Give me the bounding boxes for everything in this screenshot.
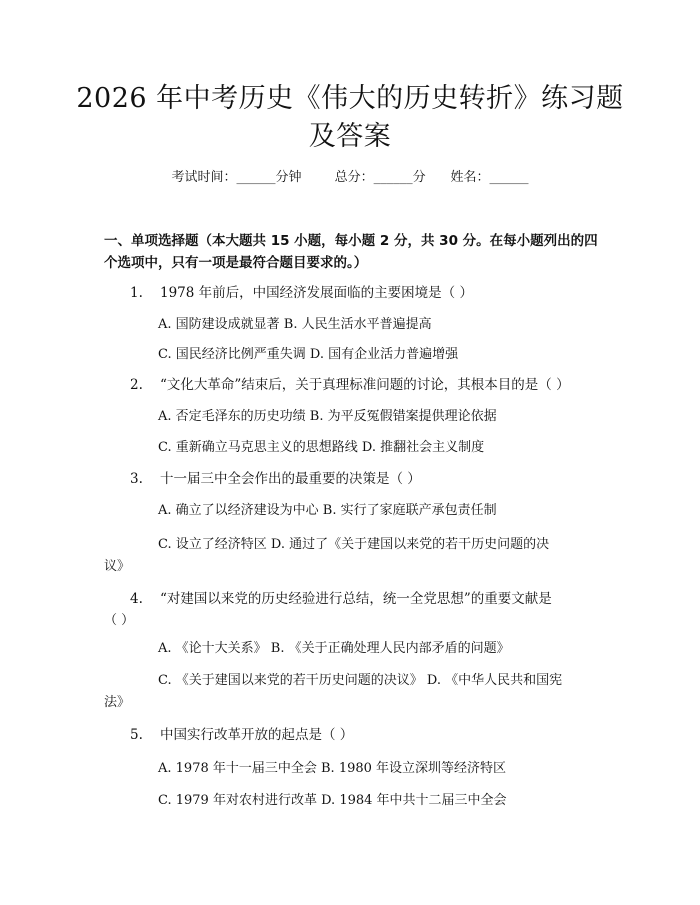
question-1-options-row1: A. 国防建设成就显著 B. 人民生活水平普遍提高: [158, 317, 432, 332]
question-2-options-row1: A. 否定毛泽东的历史功绩 B. 为平反冤假错案提供理论依据: [158, 409, 497, 424]
question-1-options-row2: C. 国民经济比例严重失调 D. 国有企业活力普遍增强: [158, 347, 459, 362]
exam-meta: [0, 168, 700, 188]
question-5-options-row1: A. 1978 年十一届三中全会 B. 1980 年设立深圳等经济特区: [158, 761, 507, 776]
question-5-options-row2: C. 1979 年对农村进行改革 D. 1984 年中共十二届三中全会: [158, 793, 507, 808]
section-heading-line1: 一、单项选择题（本大题共 15 小题，每小题 2 分，共 30 分。在每小题列出的四: [104, 233, 598, 249]
question-3-options-row1: A. 确立了以经济建设为中心 B. 实行了家庭联产承包责任制: [158, 503, 497, 518]
exam-time-label: 考试时间：______分钟: [171, 170, 302, 185]
question-text: “对建国以来党的历史经验进行总结，统一全党思想”的重要文献是: [160, 591, 552, 607]
question-4-options-row2: C. 《关于建国以来党的若干历史问题的决议》 D. 《中华人民共和国宪: [158, 673, 563, 688]
section-heading-line2: 个选项中，只有一项是最符合题目要求的。）: [104, 255, 368, 271]
question-3: [130, 468, 421, 490]
question-text: “文化大革命”结束后，关于真理标准问题的讨论，其根本目的是（ ）: [160, 377, 570, 393]
question-3-options-row2: C. 设立了经济特区 D. 通过了《关于建国以来党的若干历史问题的决: [158, 537, 550, 552]
question-2: [130, 374, 570, 396]
page-title-line1: 2026 年中考历史《伟大的历史转折》练习题: [76, 83, 624, 114]
question-3-options-row2-continued: 议》: [104, 559, 131, 574]
question-1: [130, 282, 473, 304]
student-name-label: 姓名：______: [450, 170, 529, 185]
question-number: 4.: [130, 591, 143, 607]
page-title-line2: 及答案: [308, 121, 392, 152]
question-number: 1.: [130, 285, 143, 301]
question-4-text-continued: （ ）: [104, 613, 135, 628]
question-5: [130, 724, 353, 746]
question-text: 1978 年前后，中国经济发展面临的主要困境是（ ）: [160, 285, 473, 301]
question-4: [130, 588, 552, 610]
question-2-options-row2: C. 重新确立马克思主义的思想路线 D. 推翻社会主义制度: [158, 440, 485, 455]
question-text: 中国实行改革开放的起点是（ ）: [160, 727, 354, 743]
question-text: 十一届三中全会作出的最重要的决策是（ ）: [160, 471, 421, 487]
question-4-options-row2-continued: 法》: [104, 695, 131, 710]
question-4-options-row1: A. 《论十大关系》 B. 《关于正确处理人民内部矛盾的问题》: [158, 641, 510, 656]
question-number: 5.: [130, 727, 143, 743]
question-number: 2.: [130, 377, 143, 393]
total-score-label: 总分：______分: [334, 170, 426, 185]
question-number: 3.: [130, 471, 143, 487]
